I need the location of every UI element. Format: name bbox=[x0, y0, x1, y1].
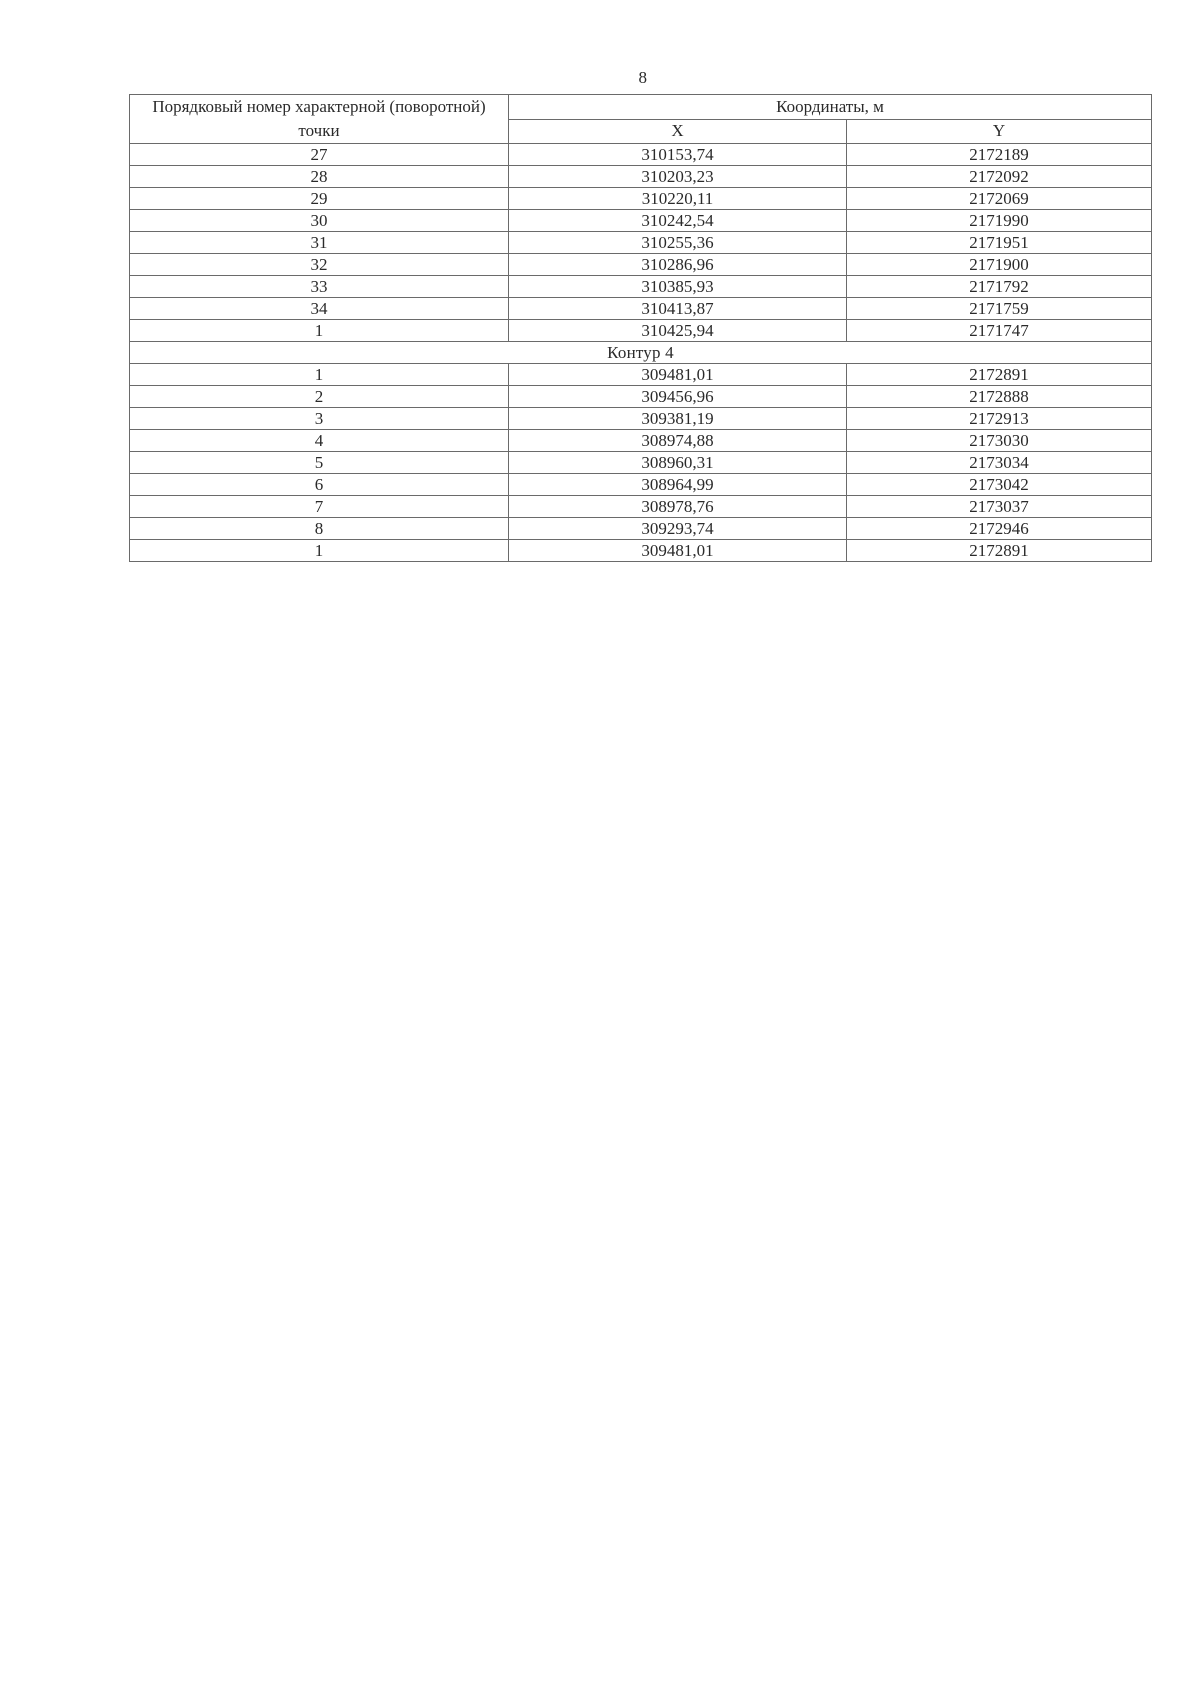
cell-y: 2171792 bbox=[847, 276, 1152, 298]
cell-y: 2171747 bbox=[847, 320, 1152, 342]
table-row bbox=[130, 408, 1152, 430]
cell-y: 2172891 bbox=[847, 540, 1152, 562]
cell-point-number: 7 bbox=[130, 496, 509, 518]
table-body-top bbox=[130, 144, 1152, 562]
cell-y: 2172913 bbox=[847, 408, 1152, 430]
cell-x: 310286,96 bbox=[509, 254, 847, 276]
cell-point-number: 1 bbox=[130, 540, 509, 562]
cell-point-number: 33 bbox=[130, 276, 509, 298]
cell-y: 2172189 bbox=[847, 144, 1152, 166]
table-row bbox=[130, 452, 1152, 474]
cell-point-number: 1 bbox=[130, 364, 509, 386]
cell-x: 310413,87 bbox=[509, 298, 847, 320]
cell-x: 310203,23 bbox=[509, 166, 847, 188]
table-row bbox=[130, 474, 1152, 496]
cell-point-number: 2 bbox=[130, 386, 509, 408]
table-row bbox=[130, 232, 1152, 254]
cell-y: 2172946 bbox=[847, 518, 1152, 540]
cell-x: 310153,74 bbox=[509, 144, 847, 166]
table-row bbox=[130, 276, 1152, 298]
cell-y: 2173034 bbox=[847, 452, 1152, 474]
header-point-number: Порядковый номер характерной (поворотной) точки bbox=[130, 95, 509, 144]
header-x: X bbox=[509, 119, 847, 144]
table-header-row bbox=[130, 95, 1152, 120]
cell-x: 310242,54 bbox=[509, 210, 847, 232]
page-number: 8 bbox=[638, 68, 648, 87]
cell-y: 2171990 bbox=[847, 210, 1152, 232]
cell-y: 2172888 bbox=[847, 386, 1152, 408]
cell-x: 309293,74 bbox=[509, 518, 847, 540]
cell-point-number: 4 bbox=[130, 430, 509, 452]
coordinates-table bbox=[129, 94, 1152, 562]
cell-y: 2172891 bbox=[847, 364, 1152, 386]
header-coordinates: Координаты, м bbox=[509, 95, 1152, 120]
cell-x: 308974,88 bbox=[509, 430, 847, 452]
cell-y: 2171759 bbox=[847, 298, 1152, 320]
cell-x: 310255,36 bbox=[509, 232, 847, 254]
cell-point-number: 3 bbox=[130, 408, 509, 430]
cell-x: 308978,76 bbox=[509, 496, 847, 518]
table-row bbox=[130, 540, 1152, 562]
table-row bbox=[130, 430, 1152, 452]
contour-row bbox=[130, 342, 1152, 364]
cell-y: 2173042 bbox=[847, 474, 1152, 496]
table-row bbox=[130, 364, 1152, 386]
cell-y: 2173037 bbox=[847, 496, 1152, 518]
cell-y: 2172092 bbox=[847, 166, 1152, 188]
table-row bbox=[130, 166, 1152, 188]
table-row bbox=[130, 386, 1152, 408]
cell-x: 309481,01 bbox=[509, 364, 847, 386]
table-row bbox=[130, 254, 1152, 276]
cell-point-number: 28 bbox=[130, 166, 509, 188]
header-y: Y bbox=[847, 119, 1152, 144]
table-row bbox=[130, 188, 1152, 210]
cell-y: 2171900 bbox=[847, 254, 1152, 276]
cell-point-number: 8 bbox=[130, 518, 509, 540]
cell-x: 310385,93 bbox=[509, 276, 847, 298]
cell-y: 2171951 bbox=[847, 232, 1152, 254]
cell-point-number: 30 bbox=[130, 210, 509, 232]
cell-point-number: 1 bbox=[130, 320, 509, 342]
cell-point-number: 34 bbox=[130, 298, 509, 320]
cell-x: 308960,31 bbox=[509, 452, 847, 474]
table-row bbox=[130, 496, 1152, 518]
table-row bbox=[130, 210, 1152, 232]
cell-x: 309456,96 bbox=[509, 386, 847, 408]
cell-y: 2172069 bbox=[847, 188, 1152, 210]
contour-label: Контур 4 bbox=[130, 342, 1152, 364]
cell-point-number: 6 bbox=[130, 474, 509, 496]
cell-point-number: 31 bbox=[130, 232, 509, 254]
cell-x: 310220,11 bbox=[509, 188, 847, 210]
cell-point-number: 32 bbox=[130, 254, 509, 276]
cell-point-number: 29 bbox=[130, 188, 509, 210]
table-row bbox=[130, 298, 1152, 320]
cell-x: 308964,99 bbox=[509, 474, 847, 496]
table-row bbox=[130, 320, 1152, 342]
cell-x: 309381,19 bbox=[509, 408, 847, 430]
cell-x: 310425,94 bbox=[509, 320, 847, 342]
cell-y: 2173030 bbox=[847, 430, 1152, 452]
cell-point-number: 5 bbox=[130, 452, 509, 474]
table-row bbox=[130, 518, 1152, 540]
table-row bbox=[130, 144, 1152, 166]
cell-x: 309481,01 bbox=[509, 540, 847, 562]
cell-point-number: 27 bbox=[130, 144, 509, 166]
